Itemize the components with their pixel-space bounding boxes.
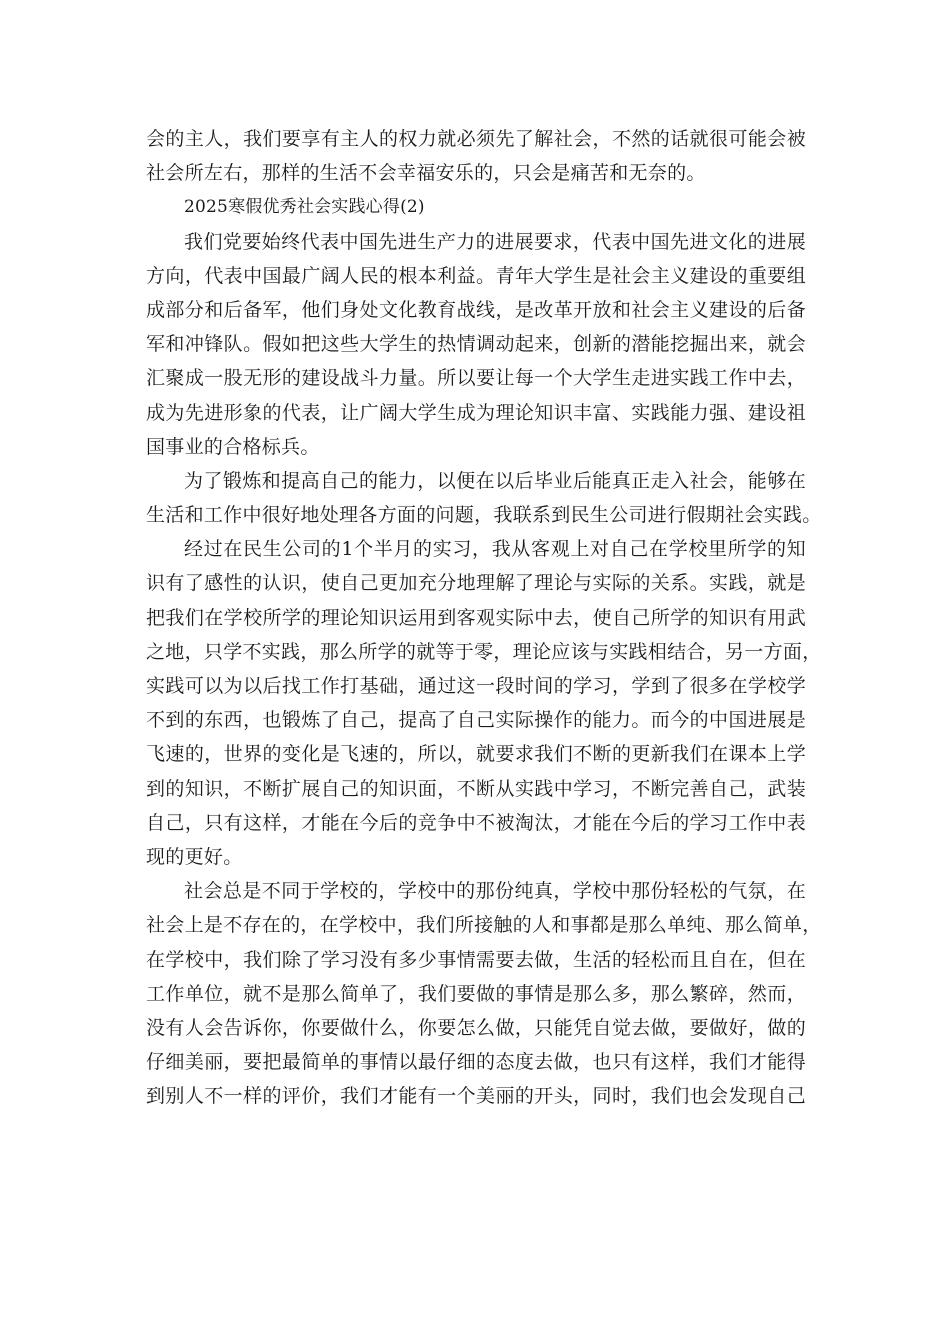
document-body	[146, 122, 822, 1113]
text-line: 不到的东西，也锻炼了自己，提高了自己实际操作的能力。而今的中国进展是	[146, 709, 806, 732]
text-line: 到的知识，不断扩展自己的知识面，不断从实践中学习，不断完善自己，武装	[146, 777, 806, 800]
text-line: 军和冲锋队。假如把这些大学生的热情调动起来，创新的潜能挖掘出来，就会	[146, 333, 806, 356]
text-line: 社会所左右，那样的生活不会幸福安乐的，只会是痛苦和无奈的。	[146, 162, 706, 185]
text-line: 社会总是不同于学校的，学校中的那份纯真，学校中那份轻松的气氛，在	[184, 880, 806, 903]
text-line: 成为先进形象的代表，让广阔大学生成为理论知识丰富、实践能力强、建设祖	[146, 401, 806, 424]
text-line: 在学校中，我们除了学习没有多少事情需要去做，生活的轻松而且自在，但在	[146, 948, 806, 971]
text-line: 识有了感性的认识，使自己更加充分地理解了理论与实际的关系。实践，就是	[146, 572, 806, 595]
text-line: 现的更好。	[146, 845, 243, 868]
text-line: 自己，只有这样，才能在今后的竞争中不被淘汰，才能在今后的学习工作中表	[146, 811, 806, 834]
text-line: 为了锻炼和提高自己的能力，以便在以后毕业后能真正走入社会，能够在	[184, 469, 806, 492]
section-heading: 2025寒假优秀社会实践心得(2)	[184, 197, 425, 218]
text-line: 之地，只学不实践，那么所学的就等于零，理论应该与实践相结合，另一方面，	[146, 640, 822, 663]
text-line: 成部分和后备军，他们身处文化教育战线，是改革开放和社会主义建设的后备	[146, 298, 806, 321]
text-line: 经过在民生公司的1个半月的实习，我从客观上对自己在学校里所学的知	[184, 538, 806, 561]
text-line: 方向，代表中国最广阔人民的根本利益。青年大学生是社会主义建设的重要组	[146, 264, 806, 287]
text-line: 我们党要始终代表中国先进生产力的进展要求，代表中国先进文化的进展	[184, 230, 806, 253]
text-line: 没有人会告诉你，你要做什么，你要怎么做，只能凭自觉去做，要做好，做的	[146, 1016, 806, 1039]
text-line: 仔细美丽，要把最简单的事情以最仔细的态度去做，也只有这样，我们才能得	[146, 1051, 806, 1074]
text-line: 会的主人，我们要享有主人的权力就必须先了解社会，不然的话就很可能会被	[146, 128, 806, 150]
text-line: 实践可以为以后找工作打基础，通过这一段时间的学习，学到了很多在学校学	[146, 675, 806, 697]
text-line: 国事业的合格标兵。	[146, 435, 320, 458]
text-line: 飞速的，世界的变化是飞速的，所以，就要求我们不断的更新我们在课本上学	[146, 743, 806, 766]
text-line: 生活和工作中很好地处理各方面的问题，我联系到民生公司进行假期社会实践。	[146, 504, 822, 527]
text-line: 汇聚成一股无形的建设战斗力量。所以要让每一个大学生走进实践工作中去，	[146, 367, 806, 390]
text-line: 工作单位，就不是那么简单了，我们要做的事情是那么多，那么繁碎，然而，	[146, 982, 806, 1005]
text-line: 到别人不一样的评价，我们才能有一个美丽的开头，同时，我们也会发现自己	[146, 1085, 806, 1108]
text-line: 社会上是不存在的，在学校中，我们所接触的人和事都是那么单纯、那么简单，	[146, 914, 822, 937]
text-line: 把我们在学校所学的理论知识运用到客观实际中去，使自己所学的知识有用武	[146, 606, 806, 629]
